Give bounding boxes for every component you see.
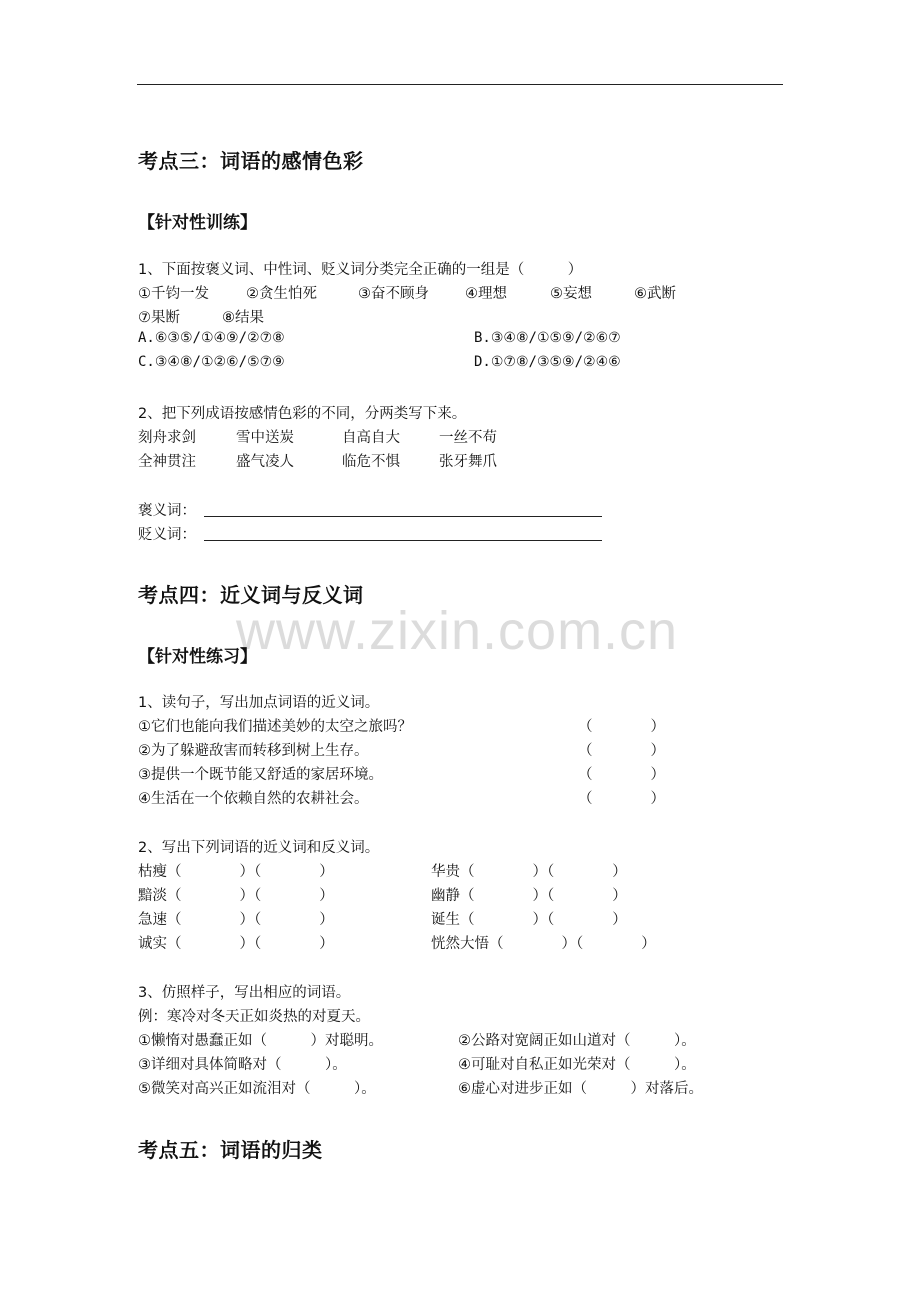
header-rule	[137, 84, 783, 85]
watermark: www.zixin.com.cn	[236, 601, 679, 661]
s3-q1-stem: 1、下面按褒义词、中性词、贬义词分类完全正确的一组是（ ）	[138, 262, 583, 278]
word-pair-item[interactable]: 幽静（ ）（ ）	[431, 888, 627, 904]
s4-q3-stem: 3、仿照样子，写出相应的词语。	[138, 985, 351, 1001]
s3-q1-item: ⑦果断	[138, 310, 180, 326]
section-3-title: 考点三：词语的感情色彩	[138, 149, 364, 173]
idiom: 张牙舞爪	[439, 454, 497, 470]
word-pair-item[interactable]: 华贵（ ）（ ）	[431, 864, 627, 880]
word-pair-item[interactable]: 恍然大悟（ ）（ ）	[431, 936, 656, 952]
positive-words-label: 褒义词：	[138, 503, 196, 519]
word-pair-item[interactable]: 黯淡（ ）（ ）	[138, 888, 334, 904]
analogy-item[interactable]: ⑥虚心对进步正如（ ）对落后。	[458, 1081, 703, 1097]
s3-q1-item: ③奋不顾身	[358, 286, 429, 302]
s3-q1-option-b: B.③④⑧/①⑤⑨/②⑥⑦	[474, 330, 621, 346]
section-4-title: 考点四：近义词与反义词	[138, 583, 364, 607]
s3-q1-item: ①千钧一发	[138, 286, 209, 302]
section-5-title: 考点五：词语的归类	[138, 1138, 323, 1162]
negative-words-label: 贬义词：	[138, 527, 196, 543]
s4-q1-stem: 1、读句子，写出加点词语的近义词。	[138, 695, 380, 711]
s3-q2-stem: 2、把下列成语按感情色彩的不同，分两类写下来。	[138, 406, 467, 422]
idiom: 全神贯注	[138, 454, 196, 470]
s4-q1-sentence: ④生活在一个依赖自然的农耕社会。	[138, 791, 369, 807]
answer-blank[interactable]: （ ）	[578, 719, 665, 735]
idiom: 自高自大	[342, 430, 400, 446]
positive-words-answer-line[interactable]	[204, 516, 602, 517]
word-pair-item[interactable]: 诚实（ ）（ ）	[138, 936, 334, 952]
idiom: 刻舟求剑	[138, 430, 196, 446]
word-pair-item[interactable]: 枯瘦（ ）（ ）	[138, 864, 334, 880]
negative-words-answer-line[interactable]	[204, 540, 602, 541]
s4-q1-sentence: ①它们也能向我们描述美妙的太空之旅吗？	[138, 719, 412, 735]
s4-q2-stem: 2、写出下列词语的近义词和反义词。	[138, 840, 380, 856]
answer-blank[interactable]: （ ）	[578, 791, 665, 807]
analogy-item[interactable]: ②公路对宽阔正如山道对（ ）。	[458, 1033, 696, 1049]
s3-q1-item: ⑧结果	[222, 310, 264, 326]
analogy-item[interactable]: ④可耻对自私正如光荣对（ ）。	[458, 1057, 696, 1073]
s3-q1-item: ②贪生怕死	[246, 286, 317, 302]
s3-q1-option-c: C.③④⑧/①②⑥/⑤⑦⑨	[138, 354, 285, 370]
analogy-item[interactable]: ⑤微笑对高兴正如流泪对（ ）。	[138, 1081, 376, 1097]
s3-q1-item: ④理想	[465, 286, 507, 302]
s3-q1-item: ⑥武断	[634, 286, 676, 302]
s3-q1-option-d: D.①⑦⑧/③⑤⑨/②④⑥	[474, 354, 621, 370]
section-3-training-heading: 【针对性训练】	[138, 213, 257, 233]
word-pair-item[interactable]: 急速（ ）（ ）	[138, 912, 334, 928]
analogy-item[interactable]: ③详细对具体简略对（ ）。	[138, 1057, 347, 1073]
idiom: 雪中送炭	[236, 430, 294, 446]
section-4-practice-heading: 【针对性练习】	[138, 647, 257, 667]
idiom: 临危不惧	[342, 454, 400, 470]
s4-q1-sentence: ②为了躲避敌害而转移到树上生存。	[138, 743, 369, 759]
answer-blank[interactable]: （ ）	[578, 767, 665, 783]
idiom: 盛气凌人	[236, 454, 294, 470]
analogy-item[interactable]: ①懒惰对愚蠢正如（ ）对聪明。	[138, 1033, 383, 1049]
s4-q1-sentence: ③提供一个既节能又舒适的家居环境。	[138, 767, 383, 783]
s4-q3-example: 例：寒冷对冬天正如炎热的对夏天。	[138, 1009, 370, 1025]
word-pair-item[interactable]: 诞生（ ）（ ）	[431, 912, 627, 928]
idiom: 一丝不苟	[439, 430, 497, 446]
answer-blank[interactable]: （ ）	[578, 743, 665, 759]
s3-q1-option-a: A.⑥③⑤/①④⑨/②⑦⑧	[138, 330, 285, 346]
s3-q1-item: ⑤妄想	[550, 286, 592, 302]
